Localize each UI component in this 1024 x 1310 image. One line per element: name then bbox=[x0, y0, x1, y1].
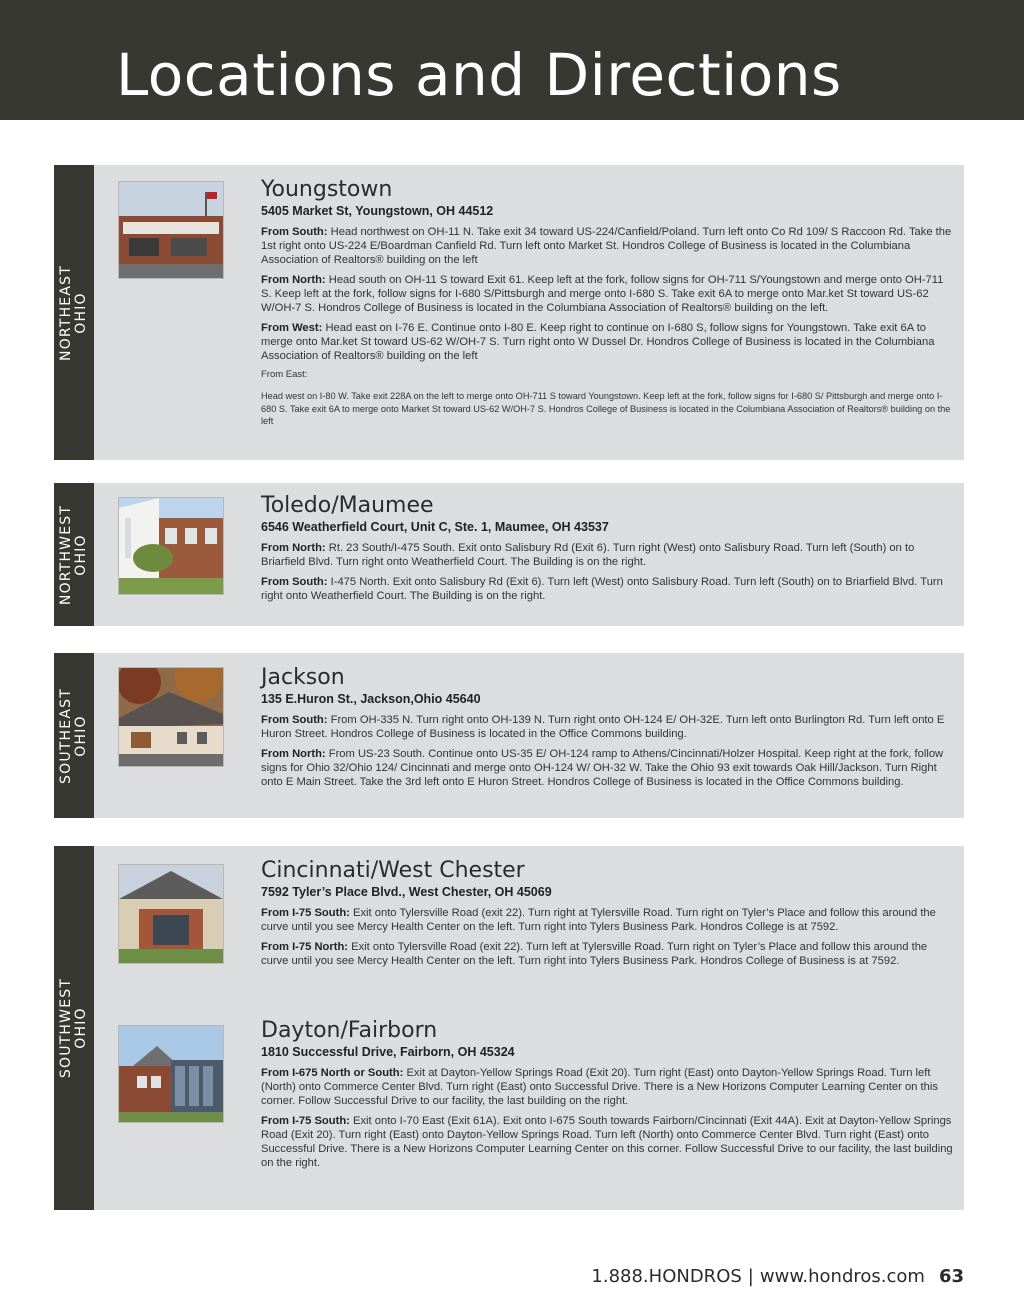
region-label: NORTHEAST OHIO bbox=[58, 264, 89, 361]
location-name: Youngstown bbox=[261, 177, 393, 202]
page-footer bbox=[591, 1265, 964, 1289]
footer-separator: | bbox=[747, 1266, 754, 1287]
cincinnati-building-photo bbox=[118, 864, 224, 964]
region-label-bar bbox=[54, 653, 94, 818]
directions-from-east-label: From East: bbox=[261, 369, 308, 380]
region-label-bar bbox=[54, 165, 94, 460]
toledo-building-photo bbox=[118, 497, 224, 595]
region-label: NORTHWEST OHIO bbox=[58, 504, 89, 605]
location-address: 135 E.Huron St., Jackson,Ohio 45640 bbox=[261, 692, 481, 706]
location-jackson bbox=[261, 665, 956, 795]
youngstown-building-photo bbox=[118, 181, 224, 279]
location-youngstown bbox=[261, 177, 956, 428]
location-name: Toledo/Maumee bbox=[261, 493, 434, 518]
directions-from-i75-south: From I-75 South: Exit onto I-70 East (Exit 61A). Exit onto I-675 South towards Fairborn/Cincinnati (Exit 44A). Exit at Dayton-Yellow Springs Road (Exit 20). Turn right (East) onto Dayton-Yellow Springs Road. Turn left (North) onto Commerce Center Blvd. Turn right (East) onto Successful Drive. There is a New Horizons Computer Learning Center on this corner. Follow Successful Drive to our facility, the last building on the right. bbox=[261, 1115, 953, 1169]
location-toledo-maumee bbox=[261, 493, 956, 609]
location-address: 7592 Tyler’s Place Blvd., West Chester, OH 45069 bbox=[261, 885, 552, 899]
directions-from-east: Head west on I-80 W. Take exit 228A on the left to merge onto OH-711 S toward Youngstown. Keep left at the fork, follow signs for I-680 S/ Pittsburgh and merge onto I-680 S. Take exit 6A to merge onto Market St toward US-62 W/OH-7 S. Hondros College of Business is located in the Columbiana Association of Realtors® building on the left bbox=[261, 391, 951, 426]
page-header bbox=[0, 0, 1024, 120]
region-label: SOUTHEAST OHIO bbox=[58, 687, 89, 784]
location-name: Jackson bbox=[261, 665, 345, 690]
location-name: Dayton/Fairborn bbox=[261, 1018, 438, 1043]
directions-from-north: From North: Rt. 23 South/I-475 South. Exit onto Salisbury Rd (Exit 6). Turn right (West) onto Salisbury Road. Turn left (South) on to Briarfield Blvd. Turn right onto Weatherfield Court. The Building is on the right. bbox=[261, 542, 915, 568]
dayton-building-photo bbox=[118, 1025, 224, 1123]
directions-from-i675: From I-675 North or South: Exit at Dayton-Yellow Springs Road (Exit 20). Turn right (East) onto Dayton-Yellow Springs Road. Turn left (North) onto Commerce Center Blvd. Turn right (East) onto Successful Drive. There is a New Horizons Computer Learning Center on this corner. Follow Successful Drive to our facility, the last building on the right. bbox=[261, 1067, 938, 1107]
page-number: 63 bbox=[938, 1266, 964, 1287]
region-label-bar bbox=[54, 846, 94, 1210]
section-southeast-ohio bbox=[54, 653, 964, 818]
location-address: 5405 Market St, Youngstown, OH 44512 bbox=[261, 204, 494, 218]
location-address: 1810 Successful Drive, Fairborn, OH 45324 bbox=[261, 1045, 515, 1059]
section-northwest-ohio bbox=[54, 483, 964, 626]
section-southwest-ohio bbox=[54, 846, 964, 1210]
directions-from-south: From South: Head northwest on OH-11 N. Take exit 34 toward US-224/Canfield/Poland. Turn left onto Co Rd 109/ S Raccoon Rd. Take the 1st right onto US-224 E/Boardman Canfield Rd. Turn left onto Market St. Hondros College of Business is located in the Columbiana Association of Realtors® building on the left bbox=[261, 226, 952, 266]
directions-from-i75-south: From I-75 South: Exit onto Tylersville Road (exit 22). Turn right at Tylersville Road. Turn right on Tyler’s Place and follow this around the curve until you see Mercy Health Center on the left. Turn right into Tylers Business Park. Hondros College is at 7592. bbox=[261, 907, 936, 933]
location-dayton-fairborn bbox=[261, 1018, 956, 1176]
directions-from-south: From South: I-475 North. Exit onto Salisbury Rd (Exit 6). Turn left (West) onto Salisbury Road. Turn left (South) on to Briarfield Blvd. Turn right onto Weatherfield Court. The Building is on the right. bbox=[261, 576, 943, 602]
directions-from-south: From South: From OH-335 N. Turn right onto OH-139 N. Turn right onto OH-124 E/ OH-32E. Turn left onto Burlington Rd. Turn left onto E Huron Street. Hondros College of Business is located in the Office Commons building. bbox=[261, 714, 945, 740]
directions-from-north: From North: Head south on OH-11 S toward Exit 61. Keep left at the fork, follow signs for OH-711 S/Youngstown and merge onto OH-711 S. Keep left at the fork, follow signs for I-680 S/Pittsburgh and merge onto I-680 S. Take exit 6A to merge onto Mar.ket St toward US-62 W/OH-7 S. Hondros College of Business is located in the Columbiana Association of Realtors® building on the left. bbox=[261, 274, 944, 314]
directions-from-i75-north: From I-75 North: Exit onto Tylersville Road (exit 22). Turn left at Tylersville Road. Turn right on Tyler’s Place and follow this around the curve until you see Mercy Health Center on the left. Turn right into Tylers Business Park. Hondros College of Business is at 7592. bbox=[261, 941, 928, 967]
region-label: SOUTHWEST OHIO bbox=[58, 977, 89, 1079]
jackson-building-photo bbox=[118, 667, 224, 767]
region-label-bar bbox=[54, 483, 94, 626]
section-northeast-ohio bbox=[54, 165, 964, 460]
page-title: Locations and Directions bbox=[116, 41, 842, 109]
location-cincinnati-west-chester bbox=[261, 858, 956, 974]
location-name: Cincinnati/West Chester bbox=[261, 858, 525, 883]
phone-number: 1.888.HONDROS bbox=[591, 1266, 742, 1287]
directions-from-north: From North: From US-23 South. Continue onto US-35 E/ OH-124 ramp to Athens/Cincinnati/Holzer Hospital. Keep right at the fork, follow signs for Ohio 32/Ohio 124/ Cincinnati and merge onto OH-124 W/ OH-32 W. Take the Ohio 93 exit towards Oak Hill/Jackson. Turn Right onto E Main Street. Take the 3rd left onto E Huron Street. Hondros College of Business is located in the Office Commons building. bbox=[261, 748, 944, 788]
website-link[interactable]: www.hondros.com bbox=[759, 1266, 925, 1287]
location-address: 6546 Weatherfield Court, Unit C, Ste. 1, Maumee, OH 43537 bbox=[261, 520, 609, 534]
directions-from-west: From West: Head east on I-76 E. Continue onto I-80 E. Keep right to continue on I-680 S, follow signs for Youngstown. Take exit 6A to merge onto Mar.ket St toward US-62 W/OH-7 S. Turn right onto W Dussel Dr. Hondros College of Business is located in the Columbiana Association of Realtors® building on the left bbox=[261, 322, 935, 362]
